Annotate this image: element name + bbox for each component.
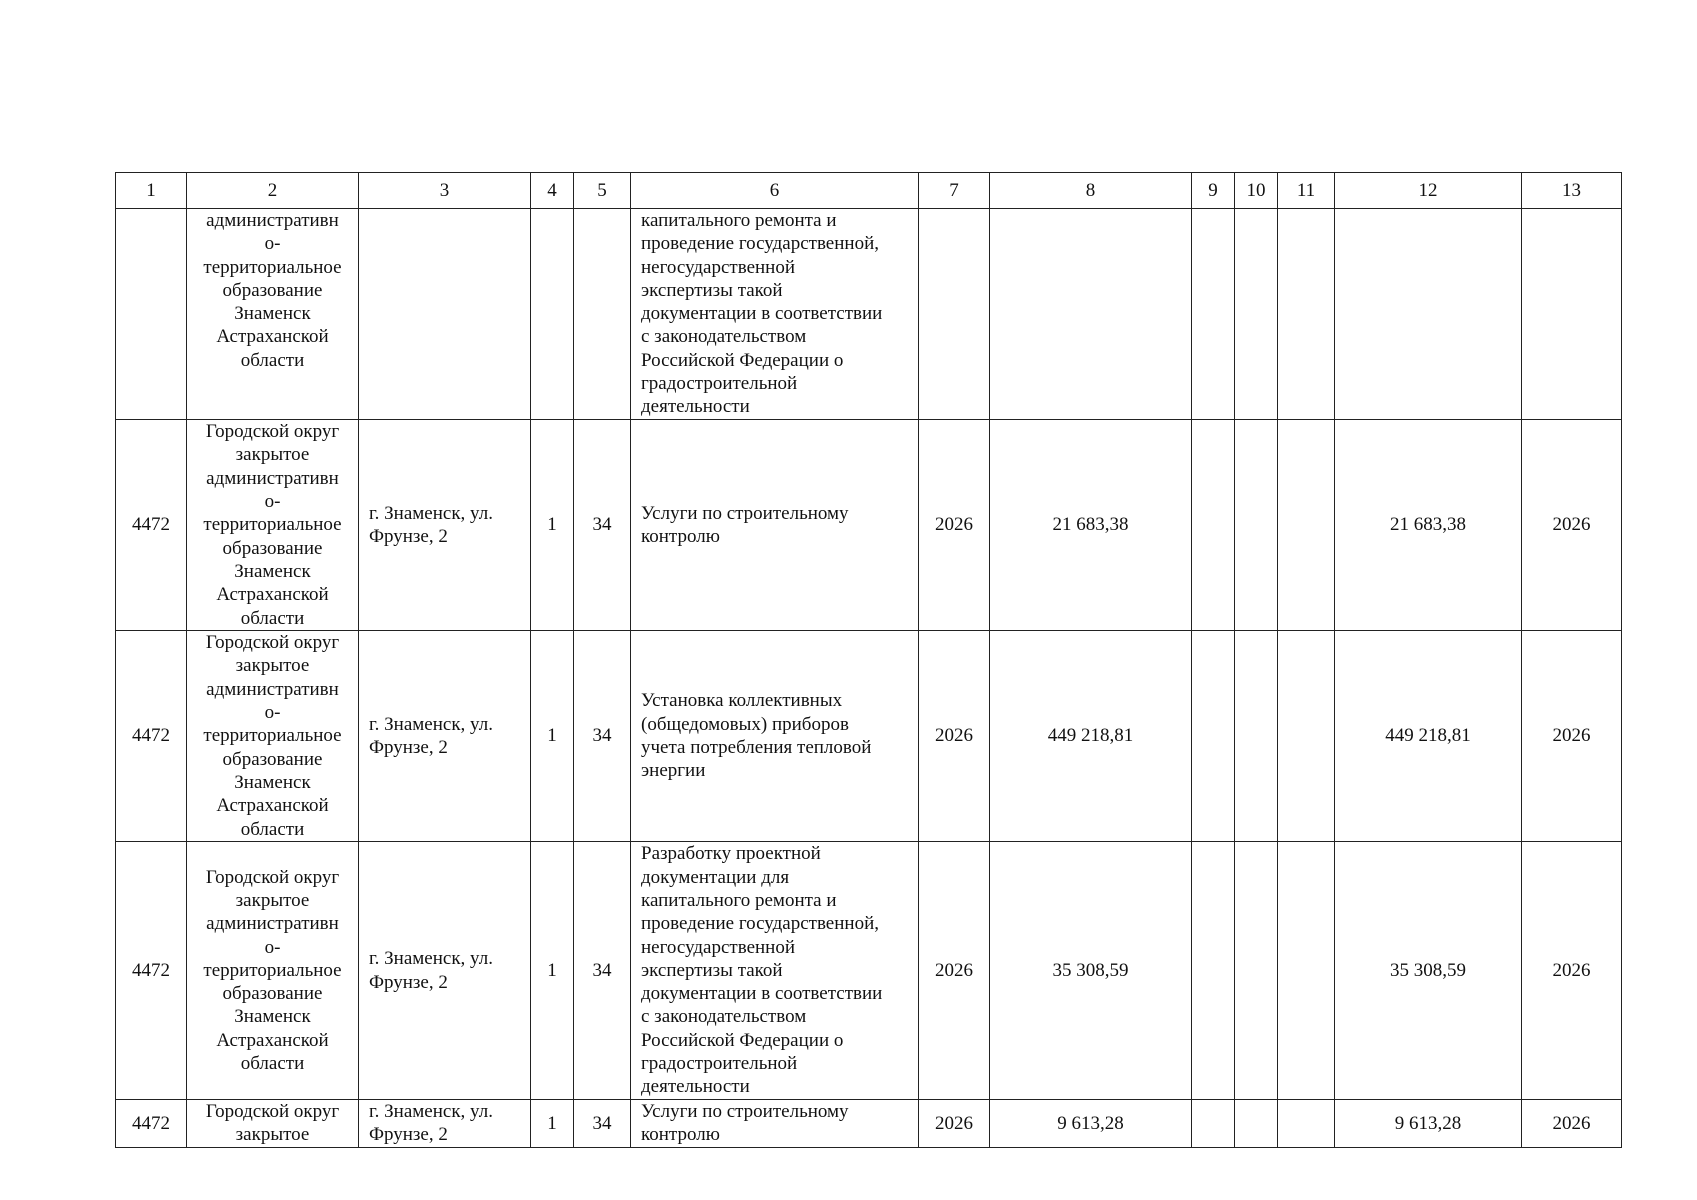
column-number-cell: 3 [359, 173, 531, 209]
column-number-cell: 13 [1522, 173, 1622, 209]
col11-cell [1278, 420, 1335, 631]
col10-cell [1235, 420, 1278, 631]
column-number-cell: 6 [631, 173, 919, 209]
year-cell: 2026 [919, 420, 990, 631]
year-cell [919, 209, 990, 420]
column-number-cell: 11 [1278, 173, 1335, 209]
col9-cell [1192, 420, 1235, 631]
completion-year-cell [1522, 209, 1622, 420]
col10-cell [1235, 631, 1278, 842]
col5-cell: 34 [574, 631, 631, 842]
table-row [116, 420, 1622, 631]
column-number-cell: 8 [990, 173, 1192, 209]
col9-cell [1192, 631, 1235, 842]
completion-year-cell: 2026 [1522, 842, 1622, 1100]
table-row [116, 1100, 1622, 1148]
total-cost-cell: 449 218,81 [990, 631, 1192, 842]
col11-cell [1278, 631, 1335, 842]
col11-cell [1278, 209, 1335, 420]
column-number-cell: 7 [919, 173, 990, 209]
column-number-cell: 10 [1235, 173, 1278, 209]
year-cell: 2026 [919, 631, 990, 842]
work-type-cell: Услуги по строительному контролю [631, 420, 919, 631]
table-row [116, 631, 1622, 842]
col4-cell [531, 209, 574, 420]
work-type-cell: Услуги по строительному контролю [631, 1100, 919, 1148]
address-cell: г. Знаменск, ул. Фрунзе, 2 [359, 1100, 531, 1148]
region-code-cell: 4472 [116, 631, 187, 842]
year-cell: 2026 [919, 1100, 990, 1148]
work-type-cell: Установка коллективных (общедомовых) приборов учета потребления тепловой энергии [631, 631, 919, 842]
table-row [116, 209, 1622, 420]
funds-cell: 449 218,81 [1335, 631, 1522, 842]
col10-cell [1235, 209, 1278, 420]
total-cost-cell: 21 683,38 [990, 420, 1192, 631]
region-code-cell: 4472 [116, 842, 187, 1100]
col9-cell [1192, 842, 1235, 1100]
col5-cell [574, 209, 631, 420]
address-cell [359, 209, 531, 420]
column-number-cell: 5 [574, 173, 631, 209]
total-cost-cell: 35 308,59 [990, 842, 1192, 1100]
col10-cell [1235, 1100, 1278, 1148]
col4-cell: 1 [531, 842, 574, 1100]
funds-cell: 35 308,59 [1335, 842, 1522, 1100]
col4-cell: 1 [531, 1100, 574, 1148]
column-number-cell: 9 [1192, 173, 1235, 209]
column-number-cell: 4 [531, 173, 574, 209]
address-cell: г. Знаменск, ул. Фрунзе, 2 [359, 842, 531, 1100]
work-type-cell: капитального ремонта и проведение государственной, негосударственной экспертизы такой документации в соответствии с законодательством Российской Федерации о градостроительной деятельности [631, 209, 919, 420]
total-cost-cell: 9 613,28 [990, 1100, 1192, 1148]
municipality-cell: Городской округ закрытое [187, 1100, 359, 1148]
col11-cell [1278, 1100, 1335, 1148]
region-code-cell: 4472 [116, 1100, 187, 1148]
funds-cell: 21 683,38 [1335, 420, 1522, 631]
municipality-cell: административн о- территориальное образование Знаменск Астраханской области [187, 209, 359, 420]
table-row [116, 842, 1622, 1100]
municipality-cell: Городской округ закрытое административн о- территориальное образование Знаменск Астраханской области [187, 842, 359, 1100]
column-number-cell: 1 [116, 173, 187, 209]
funds-cell: 9 613,28 [1335, 1100, 1522, 1148]
municipality-cell: Городской округ закрытое административн о- территориальное образование Знаменск Астраханской области [187, 631, 359, 842]
col5-cell: 34 [574, 1100, 631, 1148]
col9-cell [1192, 209, 1235, 420]
year-cell: 2026 [919, 842, 990, 1100]
col10-cell [1235, 842, 1278, 1100]
column-number-cell: 2 [187, 173, 359, 209]
repair-plan-table [115, 172, 1622, 1148]
col4-cell: 1 [531, 420, 574, 631]
region-code-cell [116, 209, 187, 420]
address-cell: г. Знаменск, ул. Фрунзе, 2 [359, 420, 531, 631]
funds-cell [1335, 209, 1522, 420]
completion-year-cell: 2026 [1522, 631, 1622, 842]
col9-cell [1192, 1100, 1235, 1148]
column-number-cell: 12 [1335, 173, 1522, 209]
municipality-cell: Городской округ закрытое административн о- территориальное образование Знаменск Астраханской области [187, 420, 359, 631]
col4-cell: 1 [531, 631, 574, 842]
work-type-cell: Разработку проектной документации для капитального ремонта и проведение государственной, негосударственной экспертизы такой документации в соответствии с законодательством Российской Федерации о градостроительной деятельности [631, 842, 919, 1100]
total-cost-cell [990, 209, 1192, 420]
region-code-cell: 4472 [116, 420, 187, 631]
col11-cell [1278, 842, 1335, 1100]
col5-cell: 34 [574, 842, 631, 1100]
completion-year-cell: 2026 [1522, 1100, 1622, 1148]
address-cell: г. Знаменск, ул. Фрунзе, 2 [359, 631, 531, 842]
column-number-row [116, 173, 1622, 209]
col5-cell: 34 [574, 420, 631, 631]
completion-year-cell: 2026 [1522, 420, 1622, 631]
